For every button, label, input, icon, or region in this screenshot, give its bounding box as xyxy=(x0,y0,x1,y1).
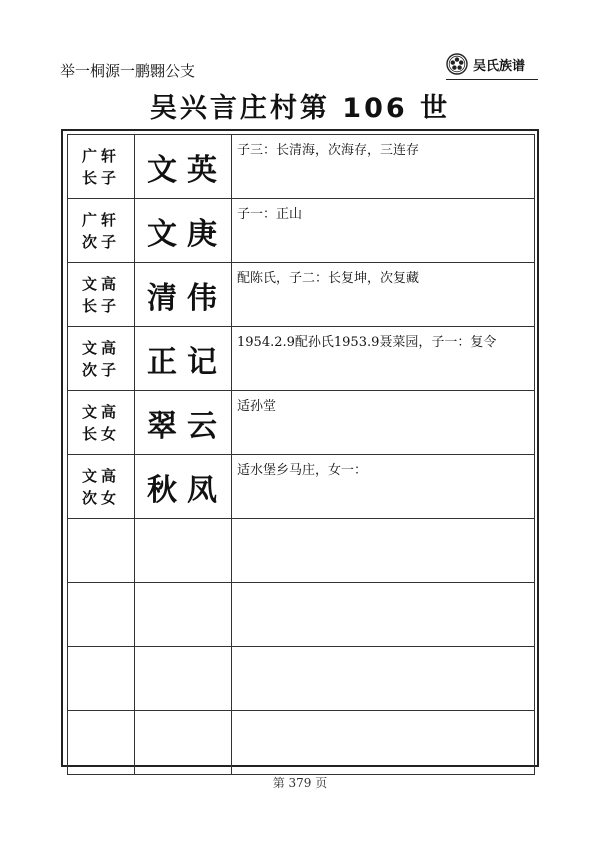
empty-row xyxy=(68,647,535,711)
birth-order: 次女 xyxy=(81,488,120,507)
parent-name: 文高 xyxy=(81,402,120,421)
member-name: 文英 xyxy=(147,152,227,188)
member-name: 正记 xyxy=(147,344,227,380)
notes-cell xyxy=(232,327,535,391)
relation-cell xyxy=(68,327,135,391)
brand-name: 吴氏族谱 xyxy=(473,58,526,74)
flower-emblem-icon xyxy=(446,53,468,75)
member-notes: 适孙堂 xyxy=(237,399,277,414)
member-name-cell xyxy=(135,455,232,519)
member-name-cell xyxy=(135,391,232,455)
relation-cell xyxy=(68,199,135,263)
member-notes: 配陈氏，子二：长复坤，次复藏 xyxy=(237,271,420,286)
brand-mark xyxy=(446,52,536,76)
empty-cell xyxy=(68,519,135,583)
empty-cell xyxy=(232,519,535,583)
table-row xyxy=(68,263,535,327)
relation-cell xyxy=(68,263,135,327)
empty-cell xyxy=(68,583,135,647)
member-notes: 适水堡乡马庄，女一： xyxy=(237,463,368,478)
empty-cell xyxy=(135,519,232,583)
parent-name: 广轩 xyxy=(81,146,120,165)
page-title: 吴兴言庄村第 106 世 xyxy=(149,93,451,124)
genealogy-table xyxy=(67,134,535,775)
birth-order: 长女 xyxy=(81,424,120,443)
member-name: 文庚 xyxy=(147,216,227,252)
table-row xyxy=(68,135,535,199)
member-notes: 子三：长清海，次海存，三连存 xyxy=(237,143,420,158)
table-row xyxy=(68,455,535,519)
member-name-cell xyxy=(135,135,232,199)
relation-cell xyxy=(68,135,135,199)
birth-order: 次子 xyxy=(81,232,120,251)
empty-cell xyxy=(135,583,232,647)
notes-cell xyxy=(232,455,535,519)
member-notes: 子一：正山 xyxy=(237,207,303,222)
member-name: 秋凤 xyxy=(147,472,227,508)
birth-order: 长子 xyxy=(81,296,120,315)
parent-name: 文高 xyxy=(81,466,120,485)
table-row xyxy=(68,327,535,391)
table-row xyxy=(68,199,535,263)
relation-cell xyxy=(68,391,135,455)
lineage-branch: 举一桐源一鹏翾公支 xyxy=(60,62,196,80)
empty-cell xyxy=(135,711,232,775)
member-name-cell xyxy=(135,327,232,391)
empty-cell xyxy=(68,711,135,775)
empty-cell xyxy=(68,647,135,711)
notes-cell xyxy=(232,199,535,263)
empty-row xyxy=(68,583,535,647)
member-name-cell xyxy=(135,263,232,327)
parent-name: 广轩 xyxy=(81,210,120,229)
relation-cell xyxy=(68,455,135,519)
member-notes: 1954.2.9配孙氏1953.9聂菜园，子一：复令 xyxy=(237,335,497,350)
empty-cell xyxy=(135,647,232,711)
member-name: 清伟 xyxy=(147,280,227,316)
notes-cell xyxy=(232,135,535,199)
empty-row xyxy=(68,519,535,583)
empty-cell xyxy=(232,711,535,775)
page-number: 第 379 页 xyxy=(272,776,328,790)
birth-order: 长子 xyxy=(81,168,120,187)
parent-name: 文高 xyxy=(81,338,120,357)
empty-cell xyxy=(232,647,535,711)
notes-cell xyxy=(232,263,535,327)
member-name-cell xyxy=(135,199,232,263)
empty-row xyxy=(68,711,535,775)
member-name: 翠云 xyxy=(147,408,227,444)
empty-cell xyxy=(232,583,535,647)
birth-order: 次子 xyxy=(81,360,120,379)
parent-name: 文高 xyxy=(81,274,120,293)
brand-underline xyxy=(446,79,538,80)
table-row xyxy=(68,391,535,455)
notes-cell xyxy=(232,391,535,455)
